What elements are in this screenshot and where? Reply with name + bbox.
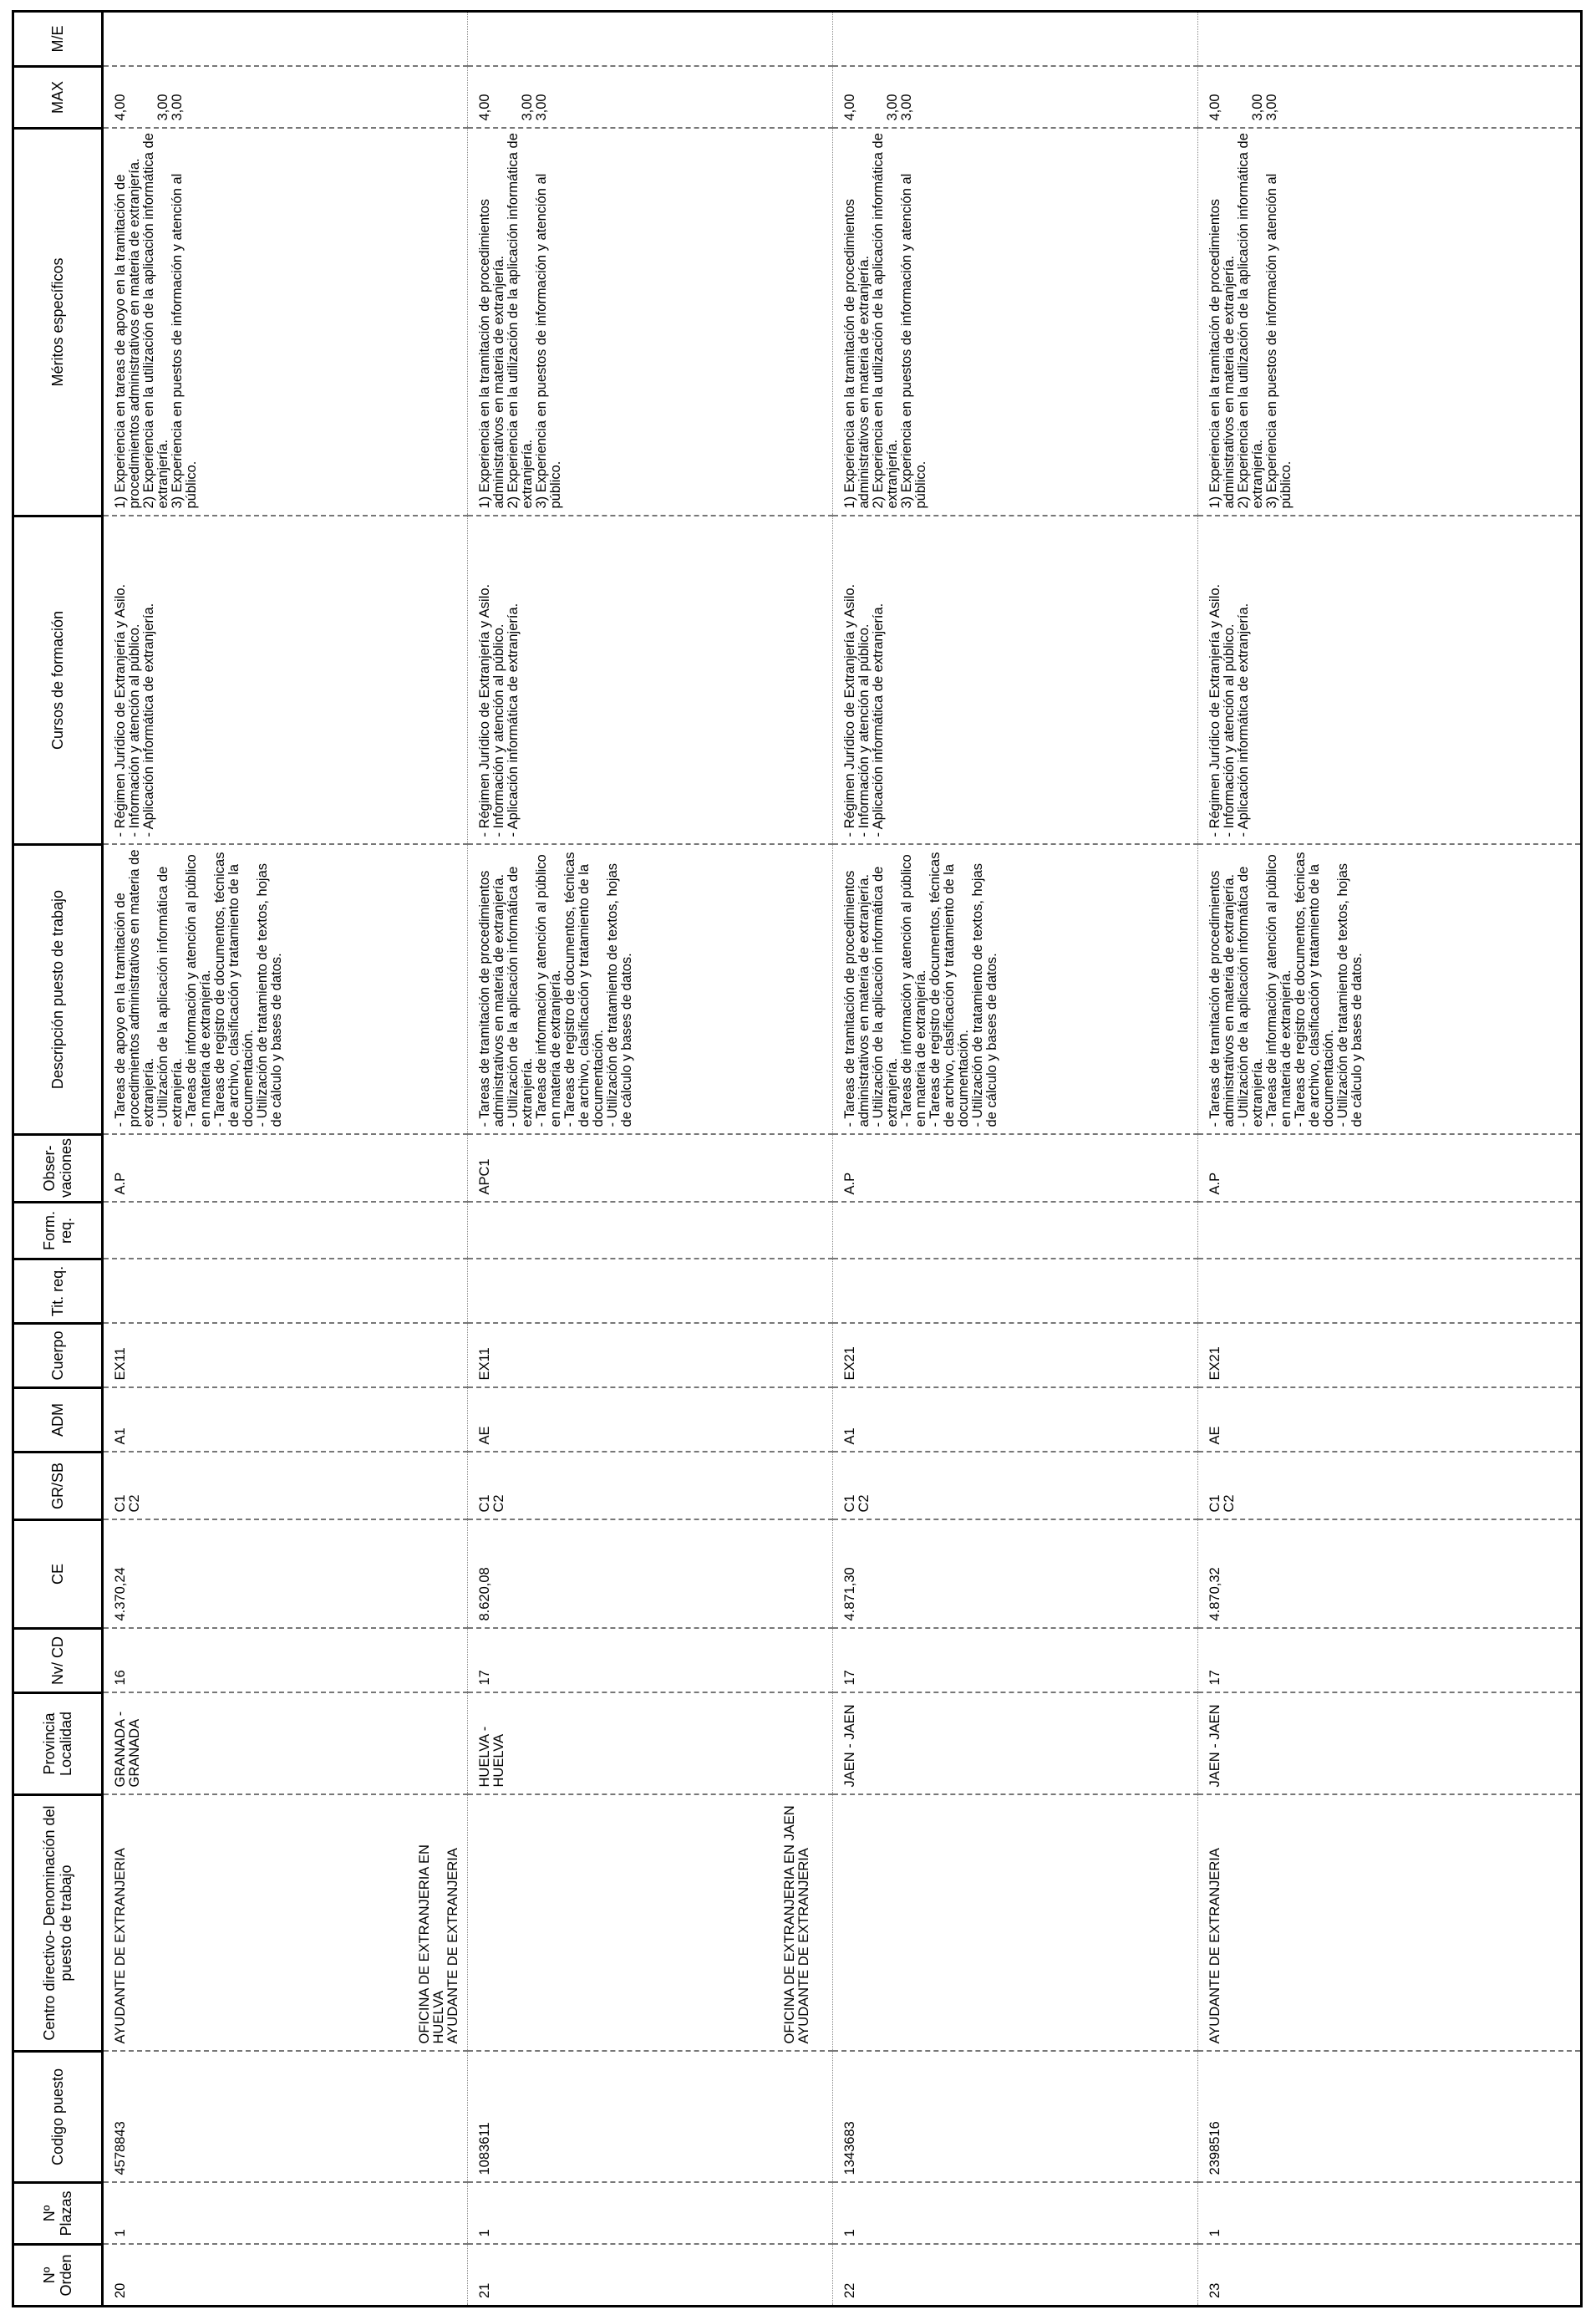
max-value: 3,00: [1263, 94, 1279, 121]
cell-codigo: 4578843: [103, 2052, 468, 2183]
header-meritos: Méritos específicos: [13, 129, 103, 516]
cell-orden: 20: [103, 2245, 468, 2307]
cell-me: [103, 12, 468, 67]
cell-nivel: 17: [1197, 1629, 1581, 1693]
cell-orden: 23: [1197, 2245, 1581, 2307]
cell-nivel: 16: [103, 1629, 468, 1693]
max-value: 3,00: [519, 94, 535, 121]
cell-ce: 4.370,24: [103, 1520, 468, 1629]
max-value: 3,00: [155, 94, 170, 121]
cell-meritos: 1) Experiencia en la tramitación de procedimientos administrativos en materia de extranjería. 2) Experiencia en la utilización de la aplicación informática de extranjería. 3) Experiencia en puestos de información y atención al público.: [832, 129, 1197, 516]
header-observaciones: Obser- vaciones: [13, 1135, 103, 1203]
header-formacion: Form. req.: [13, 1203, 103, 1259]
cell-titulacion: [467, 1259, 832, 1324]
cell-descripcion: - Tareas de apoyo en la tramitación de procedimientos administrativos en materia de extranjería. - Utilización de la aplicación informática de extranjería. - Tareas de información y atención al público en materia de extranjería. - Tareas de registro de documentos, técnicas de archivo, clasificación y tratamiento de la documentación. - Utilización de tratamiento de textos, hojas de cálculo y bases de datos.: [103, 845, 468, 1135]
table-row: [103, 12, 468, 2307]
cell-observaciones: A.P: [832, 1135, 1197, 1203]
cell-meritos: 1) Experiencia en la tramitación de procedimientos administrativos en materia de extranjería. 2) Experiencia en la utilización de la aplicación informática de extranjería. 3) Experiencia en puestos de información y atención al público.: [1197, 129, 1581, 516]
cell-max: [103, 67, 468, 129]
cell-codigo: 1083611: [467, 2052, 832, 2183]
header-cuerpo: Cuerpo: [13, 1324, 103, 1388]
cell-descripcion: - Tareas de tramitación de procedimientos administrativos en materia de extranjería. - Utilización de la aplicación informática de extranjería. - Tareas de información y atención al público en materia de extranjería. - Tareas de registro de documentos, técnicas de archivo, clasificación y tratamiento de la documentación. - Utilización de tratamiento de textos, hojas de cálculo y bases de datos.: [467, 845, 832, 1135]
cell-nivel: 17: [832, 1629, 1197, 1693]
max-value: 3,00: [533, 94, 549, 121]
cell-plazas: 1: [467, 2183, 832, 2245]
cell-orden: 22: [832, 2245, 1197, 2307]
header-orden: Nº Orden: [13, 2245, 103, 2307]
cell-ce: 4.870,32: [1197, 1520, 1581, 1629]
header-max: MAX: [13, 67, 103, 129]
cell-cuerpo: EX11: [103, 1324, 468, 1388]
cell-formacion: [832, 1203, 1197, 1259]
max-value: 4,00: [1207, 94, 1222, 121]
header-plazas: Nº Plazas: [13, 2183, 103, 2245]
cell-orden: 21: [467, 2245, 832, 2307]
max-value: 4,00: [113, 94, 128, 121]
cell-titulacion: [832, 1259, 1197, 1324]
cell-grupo: C1 C2: [103, 1453, 468, 1520]
cell-provincia: JAEN - JAEN: [832, 1693, 1197, 1795]
cell-centro: [781, 1795, 1197, 2052]
cell-adm: AE: [1197, 1388, 1581, 1453]
cell-formacion: [103, 1203, 468, 1259]
cell-grupo: C1 C2: [832, 1453, 1197, 1520]
cell-me: [1197, 12, 1581, 67]
header-nivel: Nv/ CD: [13, 1629, 103, 1693]
header-me: M/E: [13, 12, 103, 67]
cell-meritos: 1) Experiencia en tareas de apoyo en la tramitación de procedimientos administrativos en materia de extranjería. 2) Experiencia en la utilización de la aplicación informática de extranjería. 3) Experiencia en puestos de información y atención al público.: [103, 129, 468, 516]
job-positions-table: [12, 10, 1583, 2307]
cell-descripcion: - Tareas de tramitación de procedimientos administrativos en materia de extranjería. - Utilización de la aplicación informática de extranjería. - Tareas de información y atención al público en materia de extranjería. - Tareas de registro de documentos, técnicas de archivo, clasificación y tratamiento de la documentación. - Utilización de tratamiento de textos, hojas de cálculo y bases de datos.: [1197, 845, 1581, 1135]
header-adm: ADM: [13, 1388, 103, 1453]
table-row: [832, 12, 1197, 2307]
cell-ce: 8.620,08: [467, 1520, 832, 1629]
cell-observaciones: A.P: [103, 1135, 468, 1203]
cell-centro: [416, 1795, 832, 2052]
cell-formacion: [1197, 1203, 1581, 1259]
cell-cursos: - Régimen Jurídico de Extranjería y Asilo. - Información y atención al público. - Aplicación informática de extranjería.: [467, 516, 832, 845]
cell-provincia: GRANADA - GRANADA: [103, 1693, 468, 1795]
cell-provincia: HUELVA - HUELVA: [467, 1693, 832, 1795]
cell-cursos: - Régimen Jurídico de Extranjería y Asilo. - Información y atención al público. - Aplicación informática de extranjería.: [103, 516, 468, 845]
header-codigo: Codigo puesto: [13, 2052, 103, 2183]
cell-max: [467, 67, 832, 129]
cell-max: [1197, 67, 1581, 129]
denominacion: AYUDANTE DE EXTRANJERIA: [795, 1848, 811, 2044]
cell-plazas: 1: [832, 2183, 1197, 2245]
cell-max: [832, 67, 1197, 129]
cell-cuerpo: EX21: [1197, 1324, 1581, 1388]
cell-descripcion: - Tareas de tramitación de procedimientos administrativos en materia de extranjería. - Utilización de la aplicación informática de extranjería. - Tareas de información y atención al público en materia de extranjería. - Tareas de registro de documentos, técnicas de archivo, clasificación y tratamiento de la documentación. - Utilización de tratamiento de textos, hojas de cálculo y bases de datos.: [832, 845, 1197, 1135]
cell-codigo: 2398516: [1197, 2052, 1581, 2183]
cell-titulacion: [1197, 1259, 1581, 1324]
cell-cursos: - Régimen Jurídico de Extranjería y Asilo. - Información y atención al público. - Aplicación informática de extranjería.: [1197, 516, 1581, 845]
denominacion: AYUDANTE DE EXTRANJERIA: [445, 1848, 460, 2044]
max-value: 4,00: [476, 94, 492, 121]
header-grupo: GR/SB: [13, 1453, 103, 1520]
cell-observaciones: A.P: [1197, 1135, 1581, 1203]
cell-plazas: 1: [1197, 2183, 1581, 2245]
header-cursos: Cursos de formación: [13, 516, 103, 845]
header-provincia: Provincia Localidad: [13, 1693, 103, 1795]
cell-plazas: 1: [103, 2183, 468, 2245]
cell-meritos: 1) Experiencia en la tramitación de procedimientos administrativos en materia de extranjería. 2) Experiencia en la utilización de la aplicación informática de extranjería. 3) Experiencia en puestos de información y atención al público.: [467, 129, 832, 516]
table-row: [467, 12, 832, 2307]
cell-adm: A1: [103, 1388, 468, 1453]
cell-cursos: - Régimen Jurídico de Extranjería y Asilo. - Información y atención al público. - Aplicación informática de extranjería.: [832, 516, 1197, 845]
header-descripcion: Descripción puesto de trabajo: [13, 845, 103, 1135]
cell-nivel: 17: [467, 1629, 832, 1693]
cell-observaciones: APC1: [467, 1135, 832, 1203]
cell-cuerpo: EX11: [467, 1324, 832, 1388]
cell-codigo: 1343683: [832, 2052, 1197, 2183]
cell-grupo: C1 C2: [467, 1453, 832, 1520]
header-centro: Centro directivo- Denominación del puesto de trabajo: [13, 1795, 103, 2052]
table-row: [1197, 12, 1581, 2307]
max-value: 3,00: [898, 94, 914, 121]
cell-grupo: C1 C2: [1197, 1453, 1581, 1520]
unit-name: OFICINA DE EXTRANJERIA EN HUELVA: [416, 1844, 446, 2044]
max-value: 4,00: [841, 94, 857, 121]
header-titulacion: Tit. req.: [13, 1259, 103, 1324]
cell-centro: [1197, 1795, 1581, 2052]
cell-ce: 4.871,30: [832, 1520, 1197, 1629]
header-ce: CE: [13, 1520, 103, 1629]
cell-formacion: [467, 1203, 832, 1259]
cell-me: [467, 12, 832, 67]
max-value: 3,00: [884, 94, 900, 121]
cell-centro: [103, 1795, 468, 2052]
cell-titulacion: [103, 1259, 468, 1324]
cell-provincia: JAEN - JAEN: [1197, 1693, 1581, 1795]
denominacion: AYUDANTE DE EXTRANJERIA: [113, 1848, 128, 2044]
cell-cuerpo: EX21: [832, 1324, 1197, 1388]
header-row: [13, 12, 103, 2307]
cell-me: [832, 12, 1197, 67]
cell-adm: AE: [467, 1388, 832, 1453]
unit-name: OFICINA DE EXTRANJERIA EN JAEN: [781, 1805, 797, 2044]
denominacion: AYUDANTE DE EXTRANJERIA: [1207, 1848, 1222, 2044]
max-value: 3,00: [1249, 94, 1265, 121]
max-value: 3,00: [170, 94, 185, 121]
cell-adm: A1: [832, 1388, 1197, 1453]
